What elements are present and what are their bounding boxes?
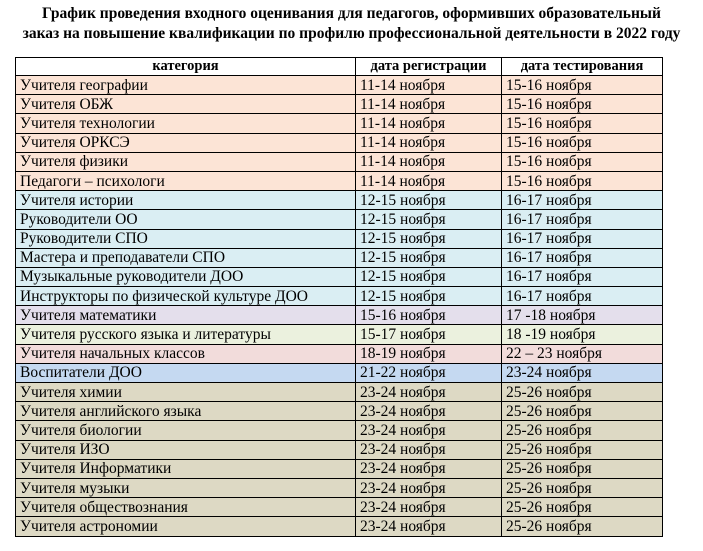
table-row (16, 76, 663, 95)
testing-date-cell: 25-26 ноября (502, 498, 663, 517)
table-row (16, 114, 663, 133)
registration-date-cell: 23-24 ноября (356, 517, 502, 536)
category-cell: Учителя русского языка и литературы (16, 325, 356, 344)
registration-date-cell: 23-24 ноября (356, 478, 502, 497)
table-row (16, 171, 663, 190)
table-row (16, 325, 663, 344)
table-row (16, 402, 663, 421)
testing-date-cell: 15-16 ноября (502, 152, 663, 171)
registration-date-cell: 23-24 ноября (356, 440, 502, 459)
registration-date-cell: 12-15 ноября (356, 267, 502, 286)
category-cell: Учителя ИЗО (16, 440, 356, 459)
registration-date-cell: 18-19 ноября (356, 344, 502, 363)
category-cell: Учителя ОБЖ (16, 95, 356, 114)
registration-date-cell: 11-14 ноября (356, 76, 502, 95)
testing-date-cell: 25-26 ноября (502, 440, 663, 459)
table-row (16, 152, 663, 171)
category-cell: Инструкторы по физической культуре ДОО (16, 287, 356, 306)
testing-date-cell: 16-17 ноября (502, 248, 663, 267)
category-cell: Музыкальные руководители ДОО (16, 267, 356, 286)
registration-date-cell: 12-15 ноября (356, 191, 502, 210)
category-cell: Мастера и преподаватели СПО (16, 248, 356, 267)
registration-date-cell: 11-14 ноября (356, 171, 502, 190)
category-cell: Учителя химии (16, 383, 356, 402)
category-cell: Учителя астрономии (16, 517, 356, 536)
category-cell: Учителя начальных классов (16, 344, 356, 363)
testing-date-cell: 17 -18 ноября (502, 306, 663, 325)
testing-date-cell: 25-26 ноября (502, 517, 663, 536)
testing-date-cell: 16-17 ноября (502, 210, 663, 229)
testing-date-cell: 15-16 ноября (502, 114, 663, 133)
testing-date-cell: 15-16 ноября (502, 133, 663, 152)
testing-date-cell: 25-26 ноября (502, 383, 663, 402)
title-line-1: График проведения входного оценивания для педагогов, оформивших образовательный (42, 5, 661, 22)
table-row (16, 229, 663, 248)
category-cell: Учителя истории (16, 191, 356, 210)
table-row (16, 421, 663, 440)
table-row (16, 363, 663, 382)
category-cell: Учителя Информатики (16, 459, 356, 478)
registration-date-cell: 23-24 ноября (356, 459, 502, 478)
category-cell: Руководители ОО (16, 210, 356, 229)
registration-date-cell: 23-24 ноября (356, 383, 502, 402)
testing-date-cell: 25-26 ноября (502, 478, 663, 497)
category-cell: Учителя технологии (16, 114, 356, 133)
testing-date-cell: 18 -19 ноября (502, 325, 663, 344)
title-line-2: заказ на повышение квалификации по профилю профессиональной деятельности в 2022 году (22, 25, 681, 42)
table-row (16, 248, 663, 267)
testing-date-cell: 16-17 ноября (502, 191, 663, 210)
category-cell: Учителя географии (16, 76, 356, 95)
category-cell: Учителя обществознания (16, 498, 356, 517)
testing-date-cell: 25-26 ноября (502, 402, 663, 421)
table-row (16, 440, 663, 459)
table-row (16, 133, 663, 152)
table-row (16, 383, 663, 402)
table-row (16, 478, 663, 497)
category-cell: Учителя английского языка (16, 402, 356, 421)
table-row (16, 95, 663, 114)
testing-date-cell: 25-26 ноября (502, 421, 663, 440)
table-row (16, 498, 663, 517)
table-row (16, 191, 663, 210)
table-row (16, 306, 663, 325)
testing-date-cell: 16-17 ноября (502, 267, 663, 286)
testing-date-cell: 16-17 ноября (502, 229, 663, 248)
table-row (16, 267, 663, 286)
header-row (16, 58, 663, 76)
category-cell: Учителя физики (16, 152, 356, 171)
page-title (0, 4, 703, 44)
registration-date-cell: 21-22 ноября (356, 363, 502, 382)
header-category: категория (16, 58, 356, 76)
registration-date-cell: 23-24 ноября (356, 421, 502, 440)
registration-date-cell: 11-14 ноября (356, 152, 502, 171)
table-row (16, 344, 663, 363)
registration-date-cell: 12-15 ноября (356, 248, 502, 267)
testing-date-cell: 15-16 ноября (502, 171, 663, 190)
category-cell: Учителя математики (16, 306, 356, 325)
category-cell: Педагоги – психологи (16, 171, 356, 190)
registration-date-cell: 11-14 ноября (356, 133, 502, 152)
category-cell: Руководители СПО (16, 229, 356, 248)
category-cell: Воспитатели ДОО (16, 363, 356, 382)
registration-date-cell: 15-17 ноября (356, 325, 502, 344)
testing-date-cell: 25-26 ноября (502, 459, 663, 478)
registration-date-cell: 15-16 ноября (356, 306, 502, 325)
table-row (16, 287, 663, 306)
table-body (16, 76, 663, 537)
registration-date-cell: 23-24 ноября (356, 402, 502, 421)
schedule-table (15, 57, 663, 537)
testing-date-cell: 22 – 23 ноября (502, 344, 663, 363)
registration-date-cell: 23-24 ноября (356, 498, 502, 517)
registration-date-cell: 12-15 ноября (356, 210, 502, 229)
category-cell: Учителя ОРКСЭ (16, 133, 356, 152)
testing-date-cell: 15-16 ноября (502, 76, 663, 95)
table-row (16, 210, 663, 229)
testing-date-cell: 16-17 ноября (502, 287, 663, 306)
registration-date-cell: 11-14 ноября (356, 114, 502, 133)
header-testing-date: дата тестирования (502, 58, 663, 76)
testing-date-cell: 15-16 ноября (502, 95, 663, 114)
header-registration-date: дата регистрации (356, 58, 502, 76)
registration-date-cell: 12-15 ноября (356, 287, 502, 306)
table-row (16, 517, 663, 536)
table-header (16, 58, 663, 76)
testing-date-cell: 23-24 ноября (502, 363, 663, 382)
registration-date-cell: 12-15 ноября (356, 229, 502, 248)
category-cell: Учителя музыки (16, 478, 356, 497)
table-row (16, 459, 663, 478)
registration-date-cell: 11-14 ноября (356, 95, 502, 114)
category-cell: Учителя биологии (16, 421, 356, 440)
